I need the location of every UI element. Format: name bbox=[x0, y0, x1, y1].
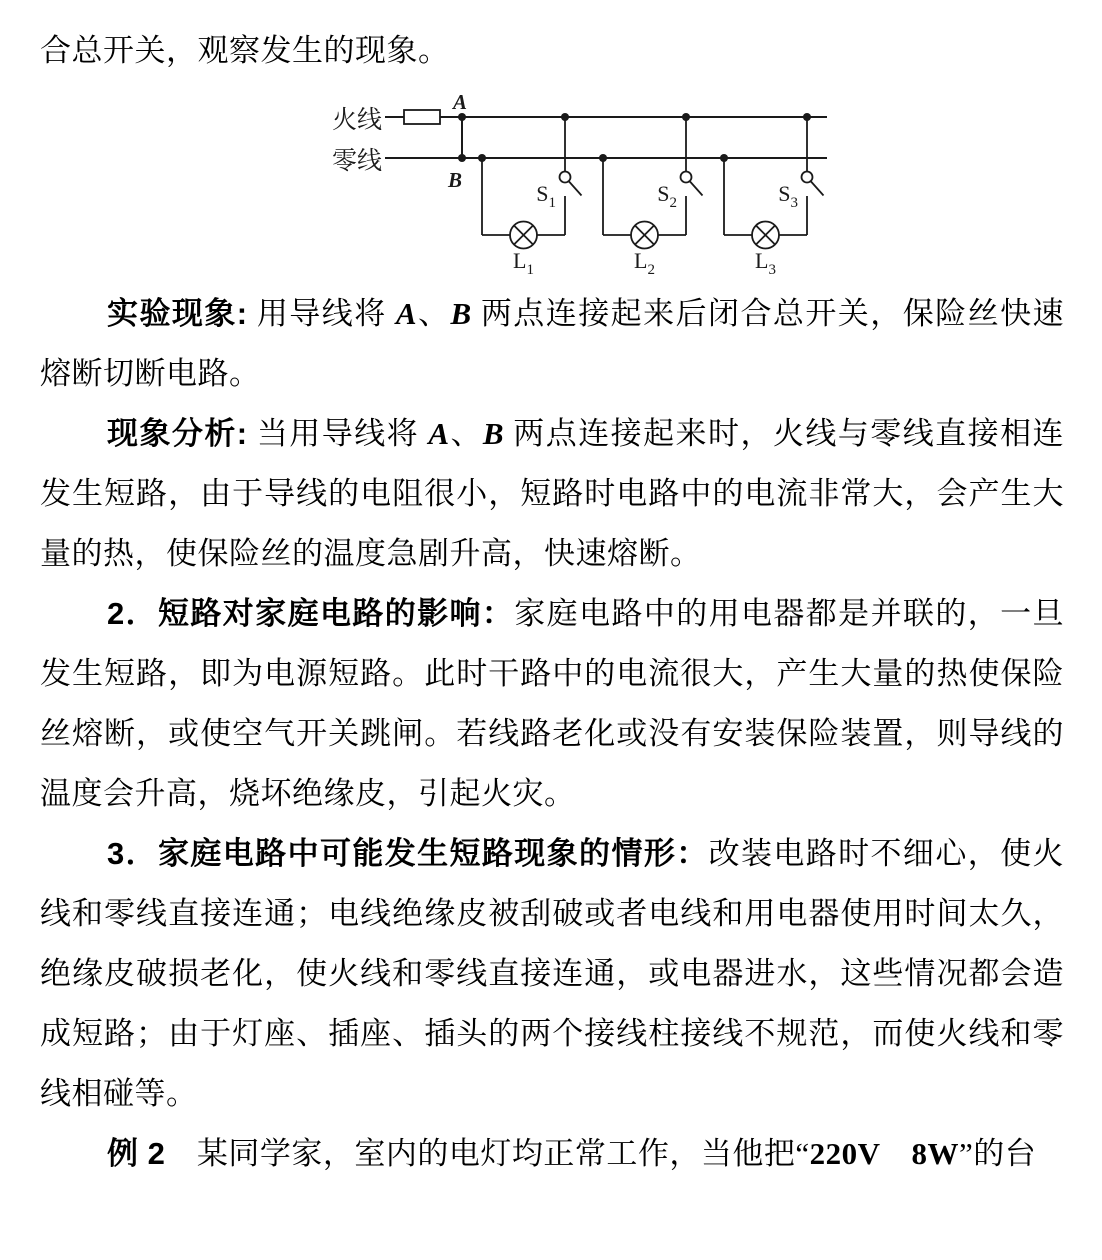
text-run: B bbox=[482, 416, 505, 451]
switch-icon bbox=[681, 172, 692, 183]
lamp-label-3: $L_3$ bbox=[755, 248, 776, 278]
text-run: 改装电路时不细心，使火线和零线直接连通；电线绝缘皮被刮破或者电线和用电器使用时间太久，绝缘皮破损老化，使火线和零线直接连通，或电器进水，这些情况都会造成短路；由于灯座、插座、插头的两个接线柱接线不规范，而使火线和零线相碰等。 bbox=[40, 836, 1064, 1111]
text-run: 用导线将 bbox=[247, 296, 396, 331]
text-run: 家庭电路中的用电器都是并联的，一旦发生短路，即为电源短路。此时干路中的电流很大，产生大量的热使保险丝熔断，或使空气开关跳闸。若线路老化或没有安装保险装置，则导线的温度会升高，烧坏绝缘皮，引起火灾。 bbox=[40, 596, 1065, 811]
text-run: ”的台 bbox=[958, 1136, 1037, 1171]
junction-dot-b bbox=[458, 154, 466, 162]
live-wire-label: 火线 bbox=[332, 107, 383, 134]
switch-icon bbox=[802, 172, 813, 183]
junction-dot-a bbox=[458, 113, 466, 121]
text-run: 3．家庭电路中可能发生短路现象的情形： bbox=[107, 836, 709, 871]
lamp-label-1: $L_1$ bbox=[513, 248, 534, 278]
paragraph-experiment-result bbox=[40, 284, 1064, 404]
point-b-label: B bbox=[447, 168, 463, 192]
intro-line: 合总开关，观察发生的现象。 bbox=[40, 33, 450, 68]
text-run: A bbox=[428, 416, 450, 451]
text-run: 、 bbox=[417, 296, 451, 331]
text-run: A bbox=[395, 296, 418, 331]
text-run: 现象分析: bbox=[107, 416, 248, 451]
text-run: 两点连接起来时，火线与零线直接相连发生短路，由于导线的电阻很小，短路时电路中的电流非常大，会产生大量的热，使保险丝的温度急剧升高，快速熔断。 bbox=[40, 416, 1065, 571]
point-a-label: A bbox=[452, 90, 468, 114]
text-run: 某同学家，室内的电灯均正常工作，当他把“ bbox=[165, 1136, 810, 1171]
lamp-label-2: $L_2$ bbox=[634, 248, 655, 278]
circuit-diagram bbox=[330, 86, 840, 282]
switch-blade bbox=[690, 182, 703, 196]
text-run: 当用导线将 bbox=[247, 416, 429, 451]
paragraph-short-circuit-causes bbox=[40, 824, 1064, 1124]
fuse-symbol bbox=[404, 110, 440, 124]
switch-blade bbox=[811, 182, 824, 196]
text-run: 220V 8W bbox=[809, 1136, 959, 1171]
neutral-wire-label: 零线 bbox=[332, 148, 383, 175]
switch-blade bbox=[569, 182, 582, 196]
text-run: 2．短路对家庭电路的影响： bbox=[107, 596, 515, 631]
paragraph-phenomenon-analysis bbox=[40, 404, 1064, 584]
switch-label-1: $S_1$ bbox=[536, 181, 556, 211]
text-run: 两点连接起来后闭合总开关，保险丝快速熔断切断电路。 bbox=[40, 296, 1065, 391]
switch-icon bbox=[560, 172, 571, 183]
text-run: 实验现象: bbox=[107, 296, 248, 331]
text-run: 例 2 bbox=[107, 1136, 166, 1171]
body-text bbox=[40, 284, 1064, 1184]
text-run: B bbox=[450, 296, 472, 331]
switch-label-2: $S_2$ bbox=[657, 181, 677, 211]
circuit-diagram-figure bbox=[330, 86, 840, 282]
switch-label-3: $S_3$ bbox=[778, 181, 798, 211]
paragraph-example-2 bbox=[40, 1124, 1064, 1184]
text-run: 、 bbox=[449, 416, 483, 451]
paragraph-short-circuit-effect bbox=[40, 584, 1064, 824]
